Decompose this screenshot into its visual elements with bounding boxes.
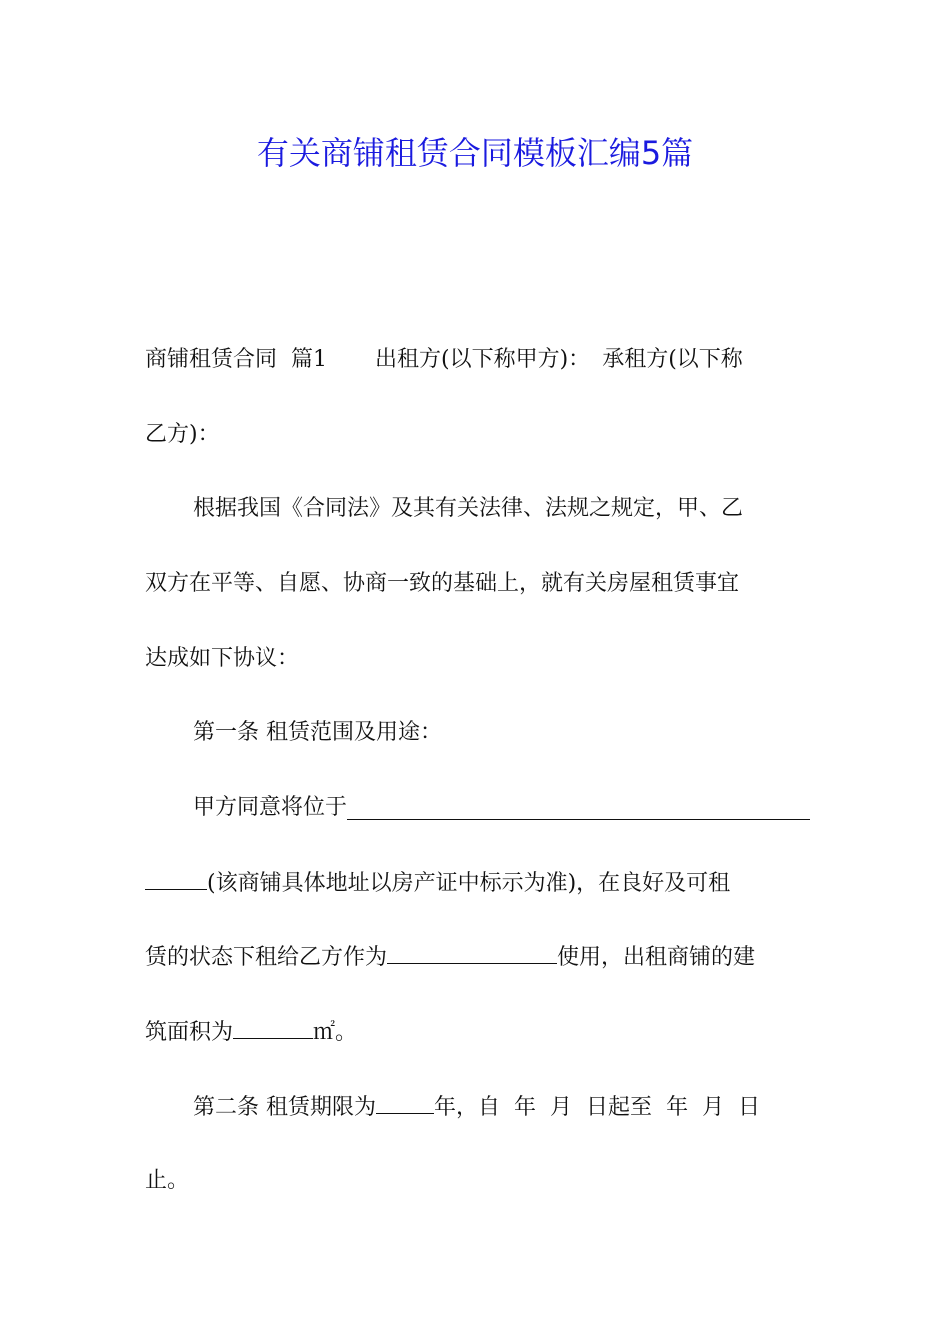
text-line-3: 根据我国《合同法》及其有关法律、法规之规定，甲、乙	[193, 496, 744, 521]
end-month: 月	[702, 1095, 725, 1120]
start-month: 月	[550, 1095, 573, 1120]
text-line-9	[145, 937, 810, 977]
term-from: 年，自	[434, 1095, 501, 1120]
address-note: (该商铺具体地址以房产证中标示为准)，在良好及可租	[207, 871, 731, 896]
end-day: 日	[738, 1095, 761, 1120]
location-label: 甲方同意将位于	[193, 795, 348, 820]
area-blank	[233, 1012, 313, 1039]
section-number: 篇1	[291, 347, 328, 372]
text-line-10	[145, 1012, 810, 1052]
lessor-label: 出租方(以下称甲方)：	[375, 347, 591, 372]
section-label: 商铺租赁合同	[145, 347, 278, 372]
lessee-label: 承租方(以下称	[602, 347, 743, 372]
article-1-heading: 第一条 租赁范围及用途：	[193, 720, 442, 745]
usage-tail: 使用，出租商铺的建	[557, 945, 756, 970]
text-line-12: 止。	[145, 1168, 190, 1193]
term-label: 第二条 租赁期限为	[193, 1095, 376, 1120]
usage-label: 赁的状态下租给乙方作为	[145, 945, 388, 970]
text-line-8	[145, 863, 810, 903]
location-blank-cont	[145, 863, 207, 890]
area-unit: ㎡。	[313, 1020, 358, 1045]
start-year: 年	[514, 1095, 537, 1120]
start-day: 日起至	[586, 1095, 653, 1120]
text-line-1	[145, 340, 810, 380]
text-line-5: 达成如下协议：	[145, 646, 300, 671]
end-year: 年	[666, 1095, 689, 1120]
location-blank	[347, 788, 810, 820]
article-2-heading	[193, 1087, 810, 1127]
text-line-7	[193, 788, 810, 828]
area-label: 筑面积为	[145, 1020, 234, 1045]
document-title: 有关商铺租赁合同模板汇编5篇	[256, 134, 694, 172]
usage-blank	[387, 937, 557, 964]
term-years-blank	[376, 1087, 434, 1114]
text-line-2: 乙方)：	[145, 422, 220, 447]
text-line-4: 双方在平等、自愿、协商一致的基础上，就有关房屋租赁事宜	[145, 571, 740, 596]
